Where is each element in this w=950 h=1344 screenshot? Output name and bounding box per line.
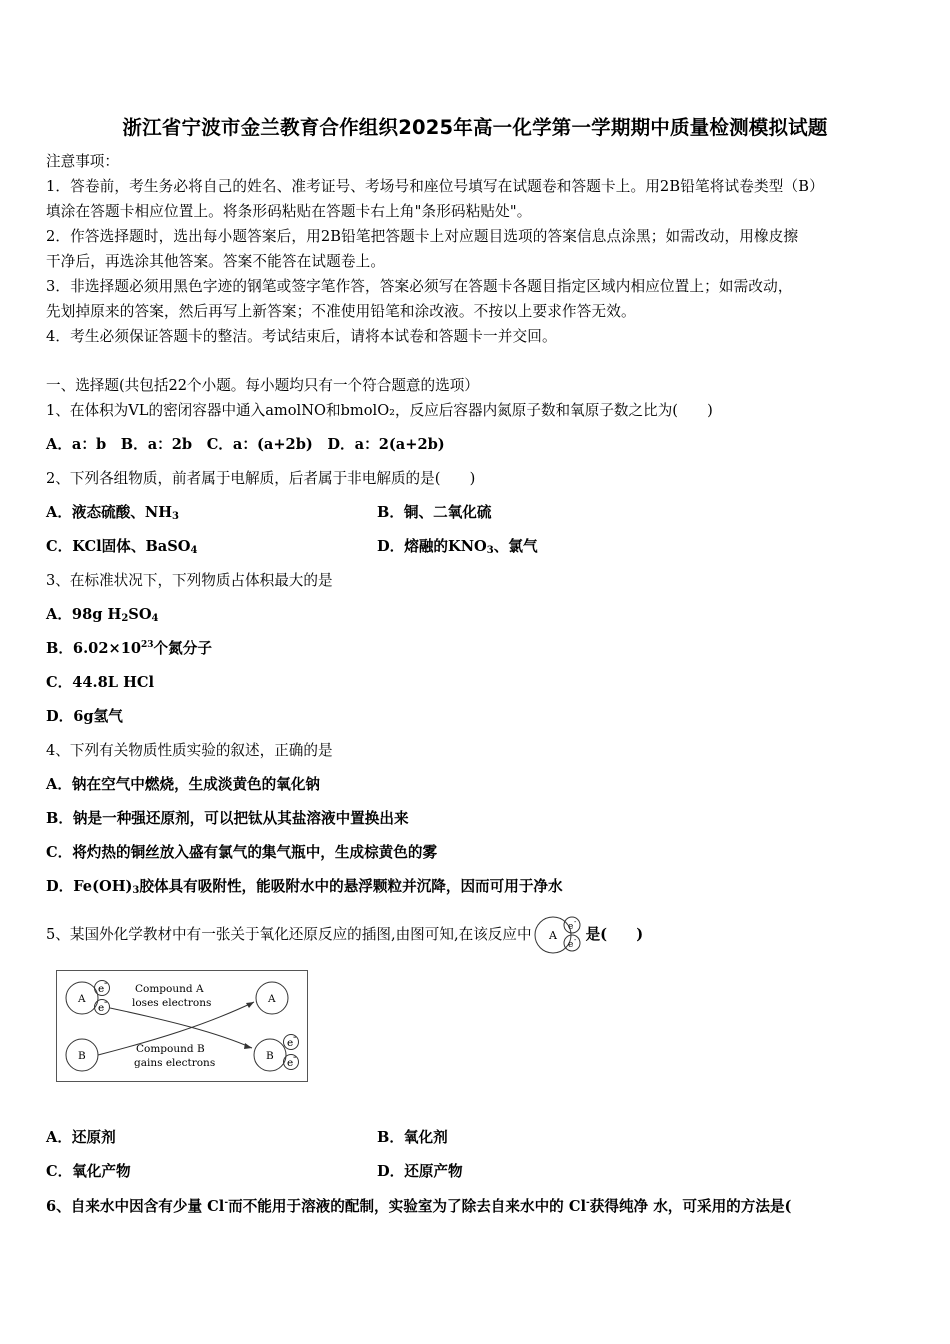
svg-text:e: e [567,922,573,932]
svg-text:-: - [104,977,108,989]
svg-text:e: e [287,1037,294,1049]
notice-line: 1．答卷前，考生务必将自己的姓名、准考证号、考场号和座位号填写在试题卷和答题卡上。用2B铅笔将试卷类型（B） [46,178,824,195]
redox-illustration [56,970,308,1082]
svg-text:A: A [548,929,557,942]
option-c: C．44.8L HCl [46,674,155,691]
notice-line: 2．作答选择题时，选出每小题答案后，用2B铅笔把答题卡上对应题目选项的答案信息点涂黑；如需改动，用橡皮擦 [46,228,799,245]
svg-text:Compound A: Compound A [135,983,204,995]
svg-text:e: e [98,983,105,995]
option-b: B．氧化剂 [377,1129,448,1146]
svg-text:-: - [573,936,576,944]
option-a: A．还原剂 [46,1129,116,1146]
atom-a-with-electrons-icon [533,914,585,956]
notice-line: 干净后，再选涂其他答案。答案不能答在试题卷上。 [46,253,386,270]
option-b: B．钠是一种强还原剂，可以把钛从其盐溶液中置换出来 [46,810,409,827]
svg-text:e: e [287,1057,294,1069]
page-title: 浙江省宁波市金兰教育合作组织2025年高一化学第一学期期中质量检测模拟试题 [122,116,828,139]
question-3-stem: 3、在标准状况下，下列物质占体积最大的是 [46,572,333,589]
option-c: C．氧化产物 [46,1163,131,1180]
option-d: D．$Fe(OH)_3$胶体具有吸附性，能吸附水中的悬浮颗粒并沉降，因而可用于净水 [46,878,563,896]
svg-text:A: A [78,993,86,1005]
question-5-stem: 5、某国外化学教材中有一张关于氧化还原反应的插图,由图可知,在该反应中 A e - e - 是( ) [46,914,643,956]
option-d: D．还原产物 [377,1163,463,1180]
svg-text:gains electrons: gains electrons [134,1057,216,1069]
question-1-stem: 1、在体积为VL的密闭容器中通入amolNO和bmolO₂，反应后容器内氮原子数和氧原子数之比为( ) [46,402,713,419]
question-1-options: A．a：b B．a：2b C．a：(a+2b) D．a：2(a+2b) [46,436,445,453]
notice-line: 4．考生必须保证答题卡的整洁。考试结束后，请将本试卷和答题卡一并交回。 [46,328,557,345]
svg-text:e: e [98,1002,105,1014]
svg-text:A: A [268,993,276,1005]
option-a: A．98g $H_2SO_4$ [46,606,159,624]
option-b: B．铜、二氧化硫 [377,504,492,521]
svg-text:-: - [293,1051,297,1063]
option-a: A．液态硫酸、$NH_3$ [46,504,179,522]
option-a: A．钠在空气中燃烧，生成淡黄色的氧化钠 [46,776,321,793]
svg-text:-: - [104,996,108,1008]
question-6-stem: 6、自来水中因含有少量 Cl-而不能用于溶液的配制，实验室为了除去自来水中的 Cl-获得纯净 水，可采用的方法是( [46,1198,792,1215]
svg-text:-: - [573,918,576,926]
notice-line: 填涂在答题卡相应位置上。将条形码粘贴在答题卡右上角"条形码粘贴处"。 [46,203,532,220]
section-heading: 一、选择题(共包括22个小题。每小题均只有一个符合题意的选项） [46,377,479,394]
notice-heading: 注意事项： [46,153,119,170]
option-d: D．6g氢气 [46,708,123,725]
notice-line: 3．非选择题必须用黑色字迹的钢笔或签字笔作答，答案必须写在答题卡各题目指定区域内相应位置上；如需改动， [46,278,793,295]
svg-text:Compound B: Compound B [136,1043,205,1055]
svg-text:B: B [266,1050,274,1062]
option-d: D．熔融的$KNO_3$、氯气 [377,538,538,556]
svg-text:B: B [78,1050,86,1062]
svg-text:e: e [567,940,573,950]
option-c: C．KCl固体、BaSO$_4$ [46,538,198,556]
question-2-stem: 2、下列各组物质，前者属于电解质，后者属于非电解质的是( ) [46,470,476,487]
option-c: C．将灼热的铜丝放入盛有氯气的集气瓶中，生成棕黄色的雾 [46,844,438,861]
notice-line: 先划掉原来的答案，然后再写上新答案；不准使用铅笔和涂改液。不按以上要求作答无效。 [46,303,636,320]
svg-text:-: - [293,1031,297,1043]
option-b: B．$6.02\times 10^{23}$个氮分子 [46,640,212,657]
svg-text:loses electrons: loses electrons [132,997,212,1009]
question-4-stem: 4、下列有关物质性质实验的叙述，正确的是 [46,742,333,759]
